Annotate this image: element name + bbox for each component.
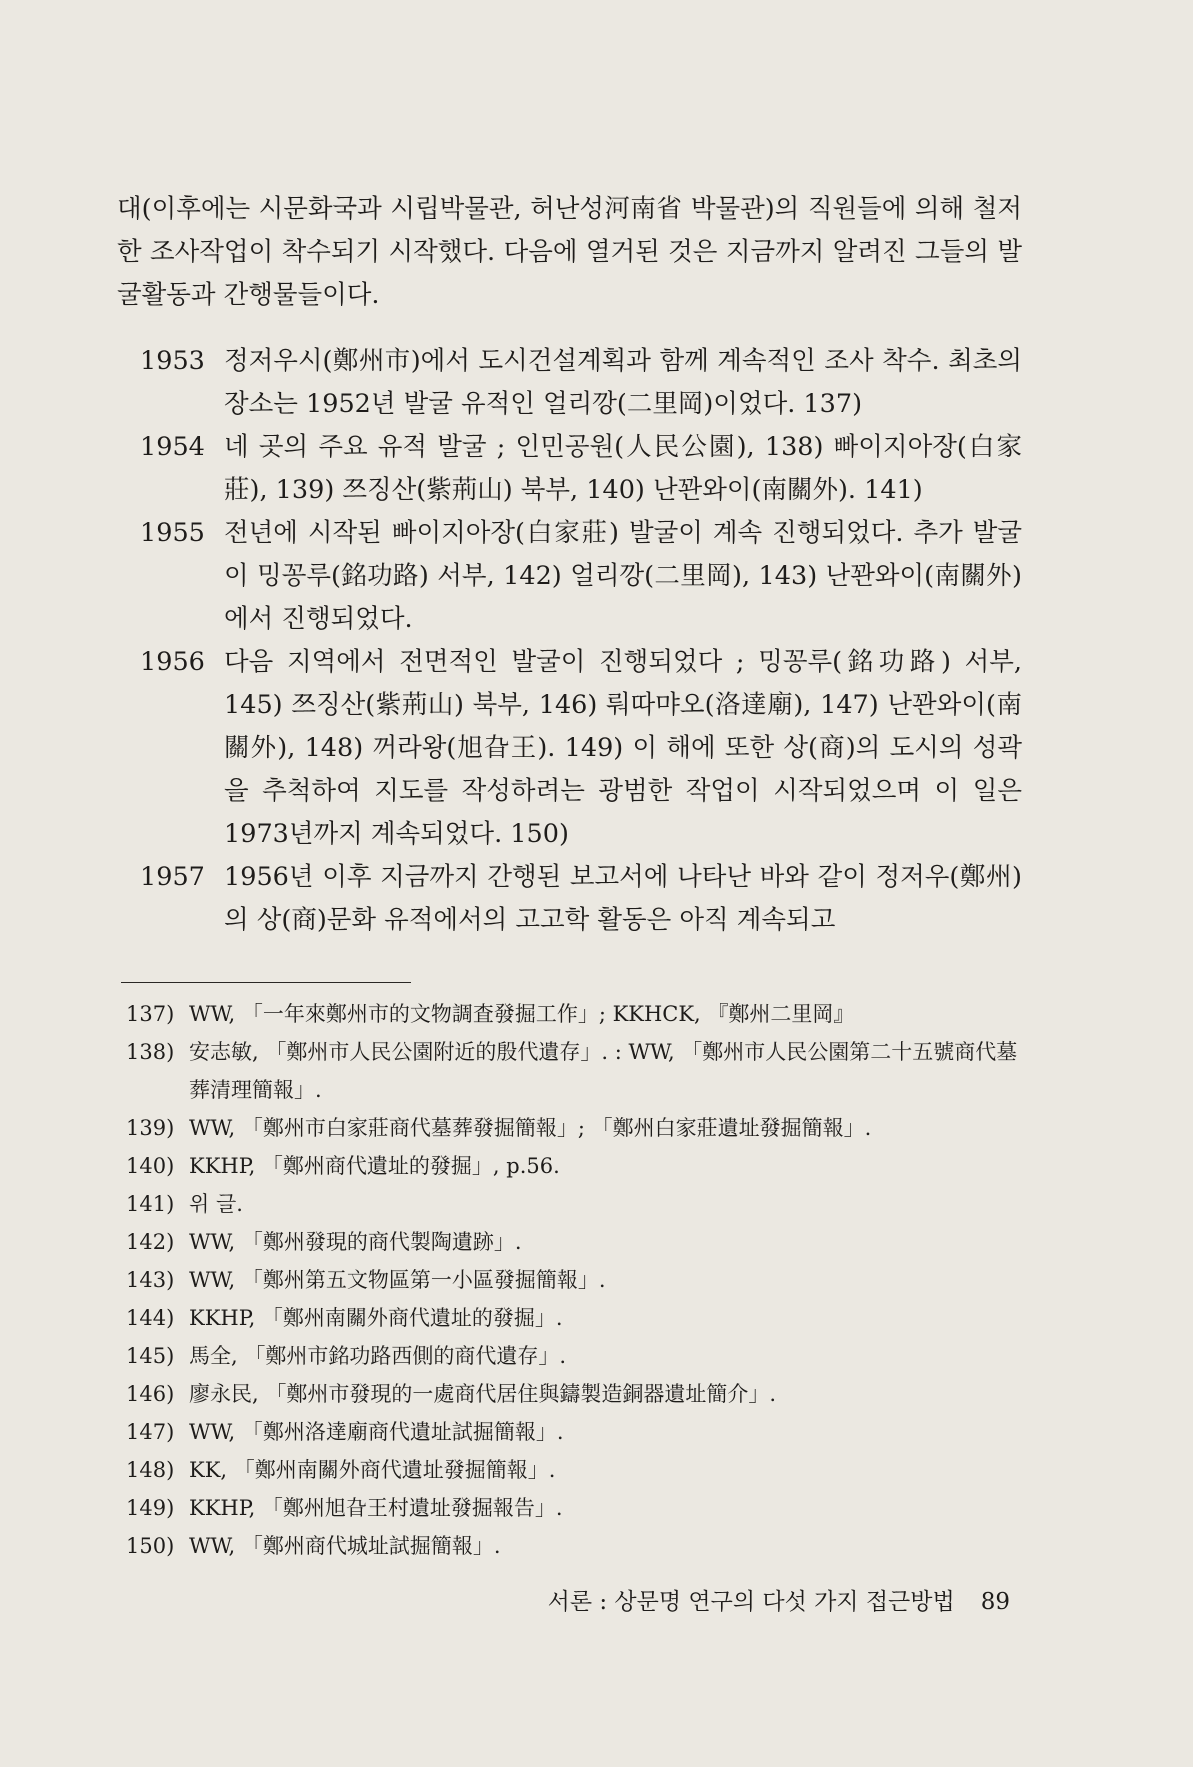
footnote-item <box>126 1147 1022 1185</box>
footnote-item <box>126 1261 1022 1299</box>
footnote-item <box>126 1527 1022 1565</box>
entry-text: 1956년 이후 지금까지 간행된 보고서에 나타난 바와 같이 정저우(鄭州)의 상(商)문화 유적에서의 고고학 활동은 아직 계속되고 <box>224 862 1022 935</box>
footnote-item <box>126 1185 1022 1223</box>
footnote-number: 143) <box>126 1268 175 1292</box>
entry-text: 정저우시(鄭州市)에서 도시건설계획과 함께 계속적인 조사 착수. 최초의 장소는 1952년 발굴 유적인 얼리깡(二里岡)이었다. 137) <box>224 346 1022 419</box>
chronology-list <box>140 340 1022 942</box>
footnote-text: 安志敏, 「鄭州市人民公園附近的殷代遺存」. : WW, 「鄭州市人民公園第二十五號商代墓葬清理簡報」. <box>189 1040 1018 1102</box>
entry-text: 전년에 시작된 빠이지아장(白家莊) 발굴이 계속 진행되었다. 추가 발굴이 밍꽁루(銘功路) 서부, 142) 얼리깡(二里岡), 143) 난꽌와이(南關外)에서 진행되었다. <box>224 518 1022 634</box>
footnote-text: KK, 「鄭州南關外商代遺址發掘簡報」. <box>189 1458 556 1482</box>
footnote-number: 142) <box>126 1230 175 1254</box>
running-title: 서론 : 상문명 연구의 다섯 가지 접근방법 <box>547 1589 955 1615</box>
footnote-number: 139) <box>126 1116 175 1140</box>
footnote-item <box>126 1109 1022 1147</box>
footnote-item <box>126 995 1022 1033</box>
chronology-entry <box>140 641 1022 856</box>
footnote-item <box>126 1033 1022 1109</box>
footnotes <box>126 995 1022 1565</box>
chronology-entry <box>140 512 1022 641</box>
footnote-text: WW, 「鄭州洛達廟商代遺址試掘簡報」. <box>189 1420 564 1444</box>
footnote-divider <box>121 982 411 983</box>
footnote-number: 137) <box>126 1002 175 1026</box>
footnote-item <box>126 1413 1022 1451</box>
footnote-item <box>126 1337 1022 1375</box>
entry-year: 1955 <box>140 518 205 548</box>
footnote-number: 148) <box>126 1458 175 1482</box>
footnote-text: KKHP, 「鄭州旭旮王村遺址發掘報告」. <box>189 1496 563 1520</box>
entry-year: 1954 <box>140 432 205 462</box>
footnote-item <box>126 1223 1022 1261</box>
footnote-number: 145) <box>126 1344 175 1368</box>
footnote-text: WW, 「鄭州市白家莊商代墓葬發掘簡報」; 「鄭州白家莊遺址發掘簡報」. <box>189 1116 872 1140</box>
running-footer <box>460 1583 1010 1616</box>
footnote-number: 150) <box>126 1534 175 1558</box>
footnote-text: 廖永民, 「鄭州市發現的一處商代居住與鑄製造銅器遺址簡介」. <box>189 1382 777 1406</box>
footnote-number: 141) <box>126 1192 175 1216</box>
footnote-item <box>126 1299 1022 1337</box>
chronology-entry <box>140 340 1022 426</box>
page-number: 89 <box>980 1589 1010 1615</box>
footnote-number: 138) <box>126 1040 175 1064</box>
entry-text: 네 곳의 주요 유적 발굴 ; 인민공원(人民公園), 138) 빠이지아장(白家莊), 139) 쯔징산(紫荊山) 북부, 140) 난꽌와이(南關外). 141) <box>224 432 1022 505</box>
entry-text: 다음 지역에서 전면적인 발굴이 진행되었다 ; 밍꽁루(銘功路) 서부, 145) 쯔징산(紫荊山) 북부, 146) 뤄따먀오(洛達廟), 147) 난꽌와이(南關外), 148) 꺼라왕(旭旮王). 149) 이 해에 또한 상(商)의 도시의 성곽을 추척하여 지도를 작성하려는 광범한 작업이 시작되었으며 이 일은 1973년까지 계속되었다. 150) <box>224 647 1022 849</box>
footnote-text: WW, 「鄭州第五文物區第一小區發掘簡報」. <box>189 1268 606 1292</box>
chronology-entry <box>140 856 1022 942</box>
footnote-text: KKHP, 「鄭州南關外商代遺址的發掘」. <box>189 1306 563 1330</box>
footnote-number: 146) <box>126 1382 175 1406</box>
footnote-text: WW, 「鄭州商代城址試掘簡報」. <box>189 1534 501 1558</box>
footnote-number: 140) <box>126 1154 175 1178</box>
footnote-number: 147) <box>126 1420 175 1444</box>
footnote-text: WW, 「鄭州發現的商代製陶遺跡」. <box>189 1230 522 1254</box>
footnote-text: WW, 「一年來鄭州市的文物調査發掘工作」; KKHCK, 『鄭州二里岡』 <box>189 1002 855 1026</box>
footnote-item <box>126 1451 1022 1489</box>
entry-year: 1956 <box>140 647 205 677</box>
footnote-number: 149) <box>126 1496 175 1520</box>
footnote-text: 馬全, 「鄭州市銘功路西側的商代遺存」. <box>189 1344 567 1368</box>
chronology-entry <box>140 426 1022 512</box>
footnote-item <box>126 1375 1022 1413</box>
footnote-number: 144) <box>126 1306 175 1330</box>
intro-paragraph: 대(이후에는 시문화국과 시립박물관, 허난성河南省 박물관)의 직원들에 의해 철저한 조사작업이 착수되기 시작했다. 다음에 열거된 것은 지금까지 알려진 그들의 발굴활동과 간행물들이다. <box>117 193 1022 310</box>
entry-year: 1957 <box>140 862 205 892</box>
footnote-item <box>126 1489 1022 1527</box>
entry-year: 1953 <box>140 346 205 376</box>
footnote-text: 위 글. <box>189 1192 243 1216</box>
footnote-text: KKHP, 「鄭州商代遺址的發掘」, p.56. <box>189 1154 560 1178</box>
